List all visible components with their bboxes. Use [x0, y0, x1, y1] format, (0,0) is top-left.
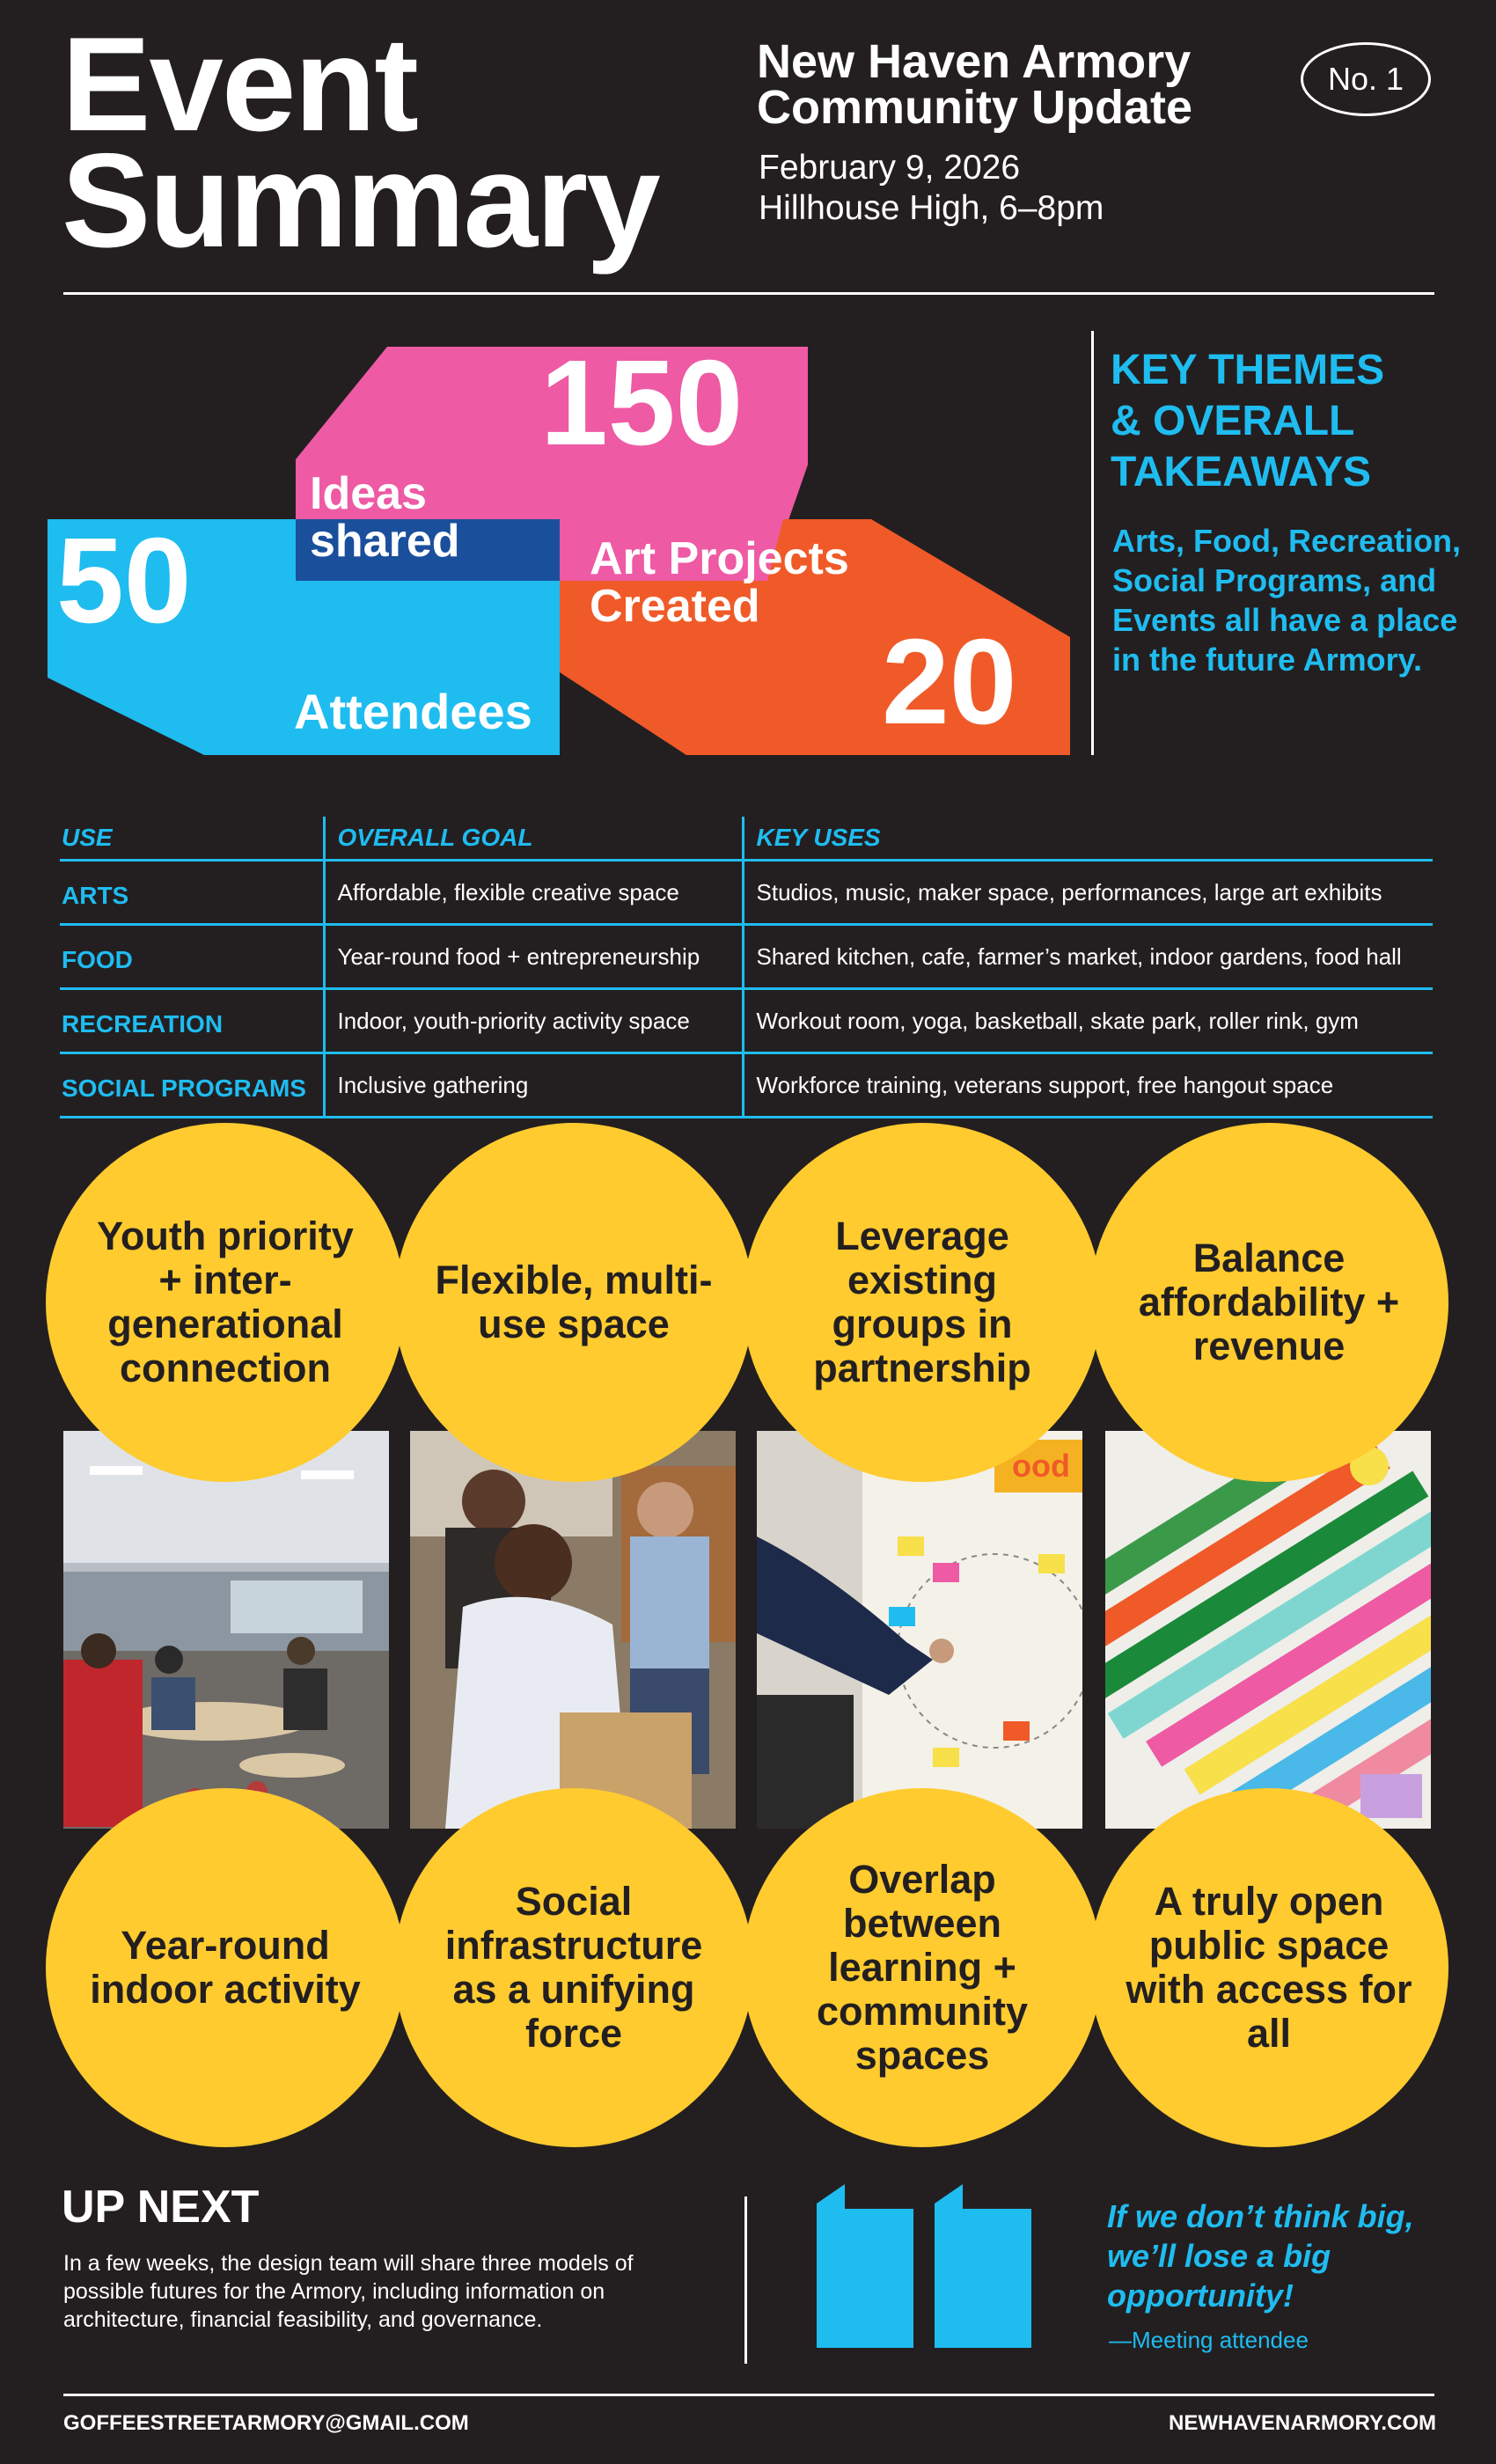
takeaway-circle: Youth priority + inter-generational connection: [46, 1123, 405, 1482]
themes-title: [1111, 345, 1480, 498]
subtitle-line-2: Community Update: [757, 81, 1193, 134]
table-row: [60, 989, 1433, 1053]
row-use: RECREATION: [60, 989, 324, 1053]
table-header-row: [60, 817, 1433, 861]
takeaway-circle: Year-round indoor activity: [46, 1788, 405, 2147]
row-key-uses: Studios, music, maker space, performances, large art exhibits: [743, 861, 1433, 925]
takeaway-circle: A truly open public space with access for all: [1089, 1788, 1448, 2147]
footer-website[interactable]: NEWHAVENARMORY.COM: [1169, 2411, 1436, 2435]
table-row: [60, 861, 1433, 925]
stats-graphic: [0, 334, 1082, 757]
ideas-label-line-2: shared: [310, 516, 460, 567]
painted-wood-photo: [1105, 1431, 1431, 1829]
row-use: SOCIAL PROGRAMS: [60, 1053, 324, 1118]
themes-title-line-1: KEY THEMES: [1111, 347, 1385, 393]
themes-body: Arts, Food, Recreation, Social Programs, and Events all have a place in the future Armory.: [1112, 523, 1462, 678]
header-overall-goal: OVERALL GOAL: [324, 817, 743, 861]
takeaway-circle: Overlap between learning + community spaces: [743, 1788, 1102, 2147]
quote-icon: [817, 2184, 1031, 2348]
row-use: FOOD: [60, 925, 324, 989]
art-label-line-2: Created: [590, 581, 760, 632]
header-divider: [63, 292, 1434, 295]
row-goal: Year-round food + entrepreneurship: [324, 925, 743, 989]
takeaway-circle: Balance affordability + revenue: [1089, 1123, 1448, 1482]
attendees-value: 50: [56, 513, 192, 649]
row-key-uses: Workforce training, veterans support, free hangout space: [743, 1053, 1433, 1118]
event-date: February 9, 2026: [759, 149, 1021, 187]
people-talking-image: [410, 1431, 736, 1829]
up-next-body: In a few weeks, the design team will share three models of possible futures for the Armory, including information on architecture, financial feasibility, and governance.: [63, 2251, 634, 2332]
art-label-line-1: Art Projects: [590, 533, 849, 584]
row-use: ARTS: [60, 861, 324, 925]
quote-divider: [744, 2196, 747, 2364]
row-key-uses: Workout room, yoga, basketball, skate park, roller rink, gym: [743, 989, 1433, 1053]
art-value: 20: [882, 614, 1017, 750]
event-location-time: Hillhouse High, 6–8pm: [759, 189, 1104, 227]
up-next-title: UP NEXT: [62, 2182, 260, 2233]
art-label: [590, 535, 849, 630]
themes-title-line-3: TAKEAWAYS: [1111, 449, 1372, 495]
footer-divider: [63, 2394, 1434, 2396]
table-row: [60, 925, 1433, 989]
row-goal: Indoor, youth-priority activity space: [324, 989, 743, 1053]
quote-attribution: —Meeting attendee: [1109, 2327, 1309, 2353]
table-row: [60, 1053, 1433, 1118]
takeaway-circle: Social infrastructure as a unifying force: [394, 1788, 753, 2147]
row-key-uses: Shared kitchen, cafe, farmer’s market, indoor gardens, food hall: [743, 925, 1433, 989]
row-goal: Affordable, flexible creative space: [324, 861, 743, 925]
ideas-label-line-1: Ideas: [310, 468, 427, 519]
subtitle-line-1: New Haven Armory: [757, 35, 1192, 88]
subtitle: [757, 35, 1193, 134]
header-key-uses: KEY USES: [743, 817, 1433, 861]
issue-badge: No. 1: [1301, 42, 1431, 116]
neighborhood-map-photo: [757, 1431, 1082, 1829]
painted-wood-image: [1105, 1431, 1431, 1829]
ideas-value: 150: [540, 335, 744, 471]
people-talking-photo: [410, 1431, 736, 1829]
cafeteria-photo: [63, 1431, 389, 1829]
map-sign-text: ood: [1012, 1448, 1070, 1484]
header-use: USE: [60, 817, 324, 861]
cafeteria-image: [63, 1431, 389, 1829]
ideas-label: [310, 470, 460, 565]
title-line-2: Summary: [62, 126, 659, 275]
title-line-1: Event: [62, 10, 417, 159]
page-title: [62, 10, 659, 275]
event-details: [759, 148, 1104, 229]
themes-title-line-2: & OVERALL: [1111, 398, 1355, 444]
attendees-label: Attendees: [294, 684, 532, 739]
neighborhood-map-image: [757, 1431, 1082, 1829]
footer-email[interactable]: GOFFEESTREETARMORY@GMAIL.COM: [63, 2411, 469, 2435]
uses-table: [60, 817, 1433, 1118]
quote-text: If we don’t think big, we’ll lose a big opportunity!: [1107, 2198, 1414, 2314]
row-goal: Inclusive gathering: [324, 1053, 743, 1118]
themes-divider: [1091, 331, 1094, 755]
takeaway-circle: Leverage existing groups in partnership: [743, 1123, 1102, 1482]
takeaway-circle: Flexible, multi-use space: [394, 1123, 753, 1482]
